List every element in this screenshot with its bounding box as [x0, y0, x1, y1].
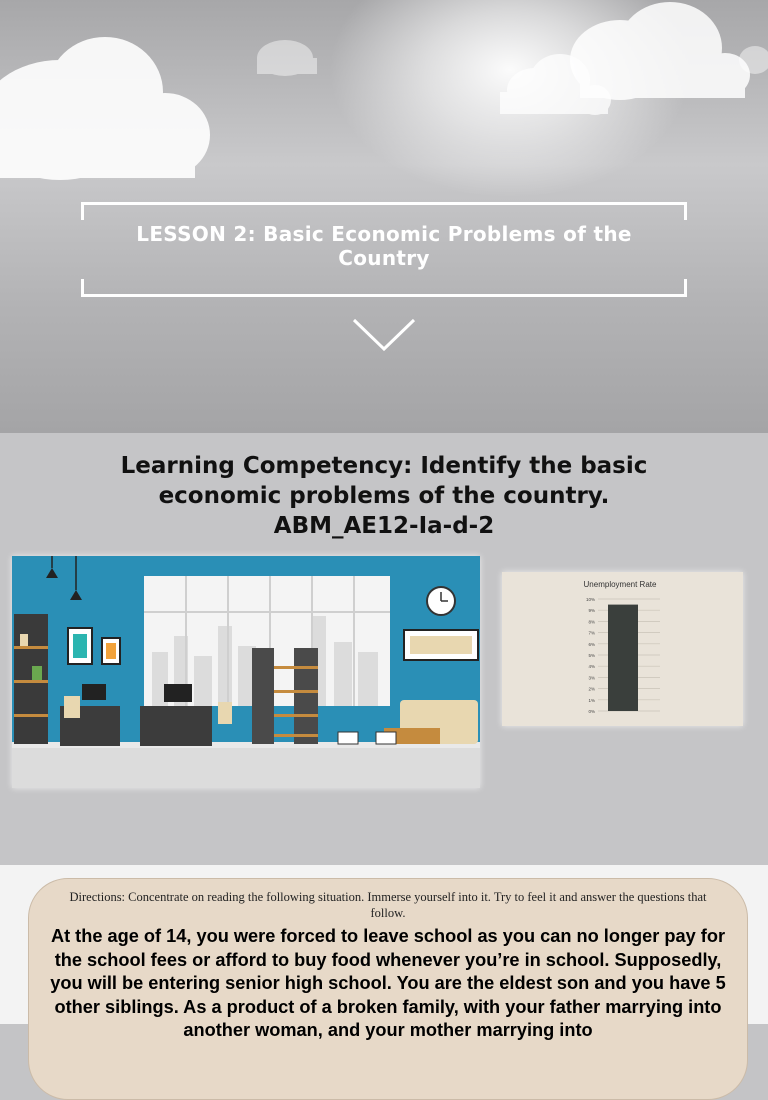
title-slide — [0, 0, 768, 433]
competency-slide — [0, 433, 768, 865]
y-tick-label: 10% — [585, 597, 595, 602]
situation-bubble — [28, 878, 748, 1100]
y-tick-label: 3% — [588, 675, 595, 681]
office-illustration — [12, 556, 480, 788]
unemployment-chart — [502, 572, 743, 726]
lesson-title: LESSON 2: Basic Economic Problems of the Country — [136, 222, 632, 270]
chevron-down-icon[interactable] — [352, 318, 416, 352]
learning-competency — [40, 451, 728, 541]
situation-passage: At the age of 14, you were forced to leave school as you can no longer pay for the school fees or afford to buy food whenever you’re in school. Supposedly, you will be entering senior high school. You are the eldest son and you have 5 other siblings. As a product of a broken family, with your father marrying into another woman, and your mother marrying into — [50, 926, 726, 1040]
y-tick-label: 0% — [588, 709, 595, 714]
y-tick-label: 9% — [588, 608, 595, 614]
chart-title: Unemployment Rate — [583, 580, 657, 589]
y-tick-label: 5% — [588, 653, 595, 658]
directions-slide — [0, 865, 768, 1040]
y-tick-label: 7% — [588, 630, 595, 636]
y-tick-label: 1% — [588, 697, 595, 703]
y-tick-label: 6% — [588, 641, 595, 647]
competency-line-1: Learning Competency: Identify the basic — [120, 453, 648, 479]
y-tick-label: 8% — [588, 619, 595, 625]
chart-bar — [608, 605, 638, 711]
directions-text: Directions: Concentrate on reading the following situation. Immerse yourself into it. Try to feel it and answer the questions that follow. — [69, 890, 707, 920]
y-tick-label: 2% — [588, 686, 595, 692]
competency-code: ABM_AE12-Ia-d-2 — [273, 513, 495, 539]
title-frame — [81, 202, 687, 297]
competency-line-2: economic problems of the country. — [158, 483, 610, 509]
y-tick-label: 4% — [588, 664, 595, 670]
